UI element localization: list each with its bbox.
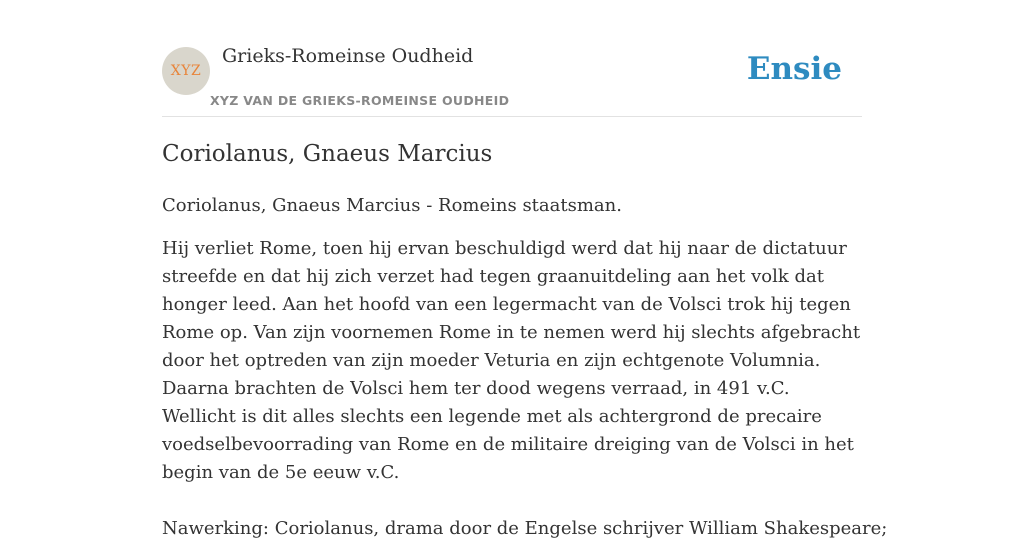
article-lead: Coriolanus, Gnaeus Marcius - Romeins staatsman. — [162, 195, 622, 216]
article-title: Coriolanus, Gnaeus Marcius — [162, 141, 493, 167]
book-subtitle: XYZ VAN DE GRIEKS-ROMEINSE OUDHEID — [210, 93, 510, 108]
article — [162, 138, 888, 543]
ensie-logo[interactable]: Ensie — [746, 51, 842, 87]
header — [162, 0, 862, 117]
article-afterword: Nawerking: Coriolanus, drama door de Engelse schrijver William Shakespeare; — [162, 518, 888, 539]
book-title-link[interactable]: Grieks-Romeinse Oudheid — [222, 45, 474, 67]
book-avatar[interactable]: XYZ — [162, 47, 210, 95]
article-body: Hij verliet Rome, toen hij ervan beschuldigd werd dat hij naar de dictatuur streefde en dat hij zich verzet had tegen graanuitdeling aan het volk dat honger leed. Aan het hoofd van een legermacht van de Volsci trok hij tegen Rome op. Van zijn voornemen Rome in te nemen werd hij slechts afgebracht door het optreden van zijn moeder Veturia en zijn echtgenote Volumnia. Daarna brachten de Volsci hem ter dood wegens verraad, in 491 v.C. Wellicht is dit alles slechts een legende met als achtergrond de precaire voedselbevoorrading van Rome en de militaire dreiging van de Volsci in het begin van de 5e eeuw v.C. — [162, 238, 861, 483]
